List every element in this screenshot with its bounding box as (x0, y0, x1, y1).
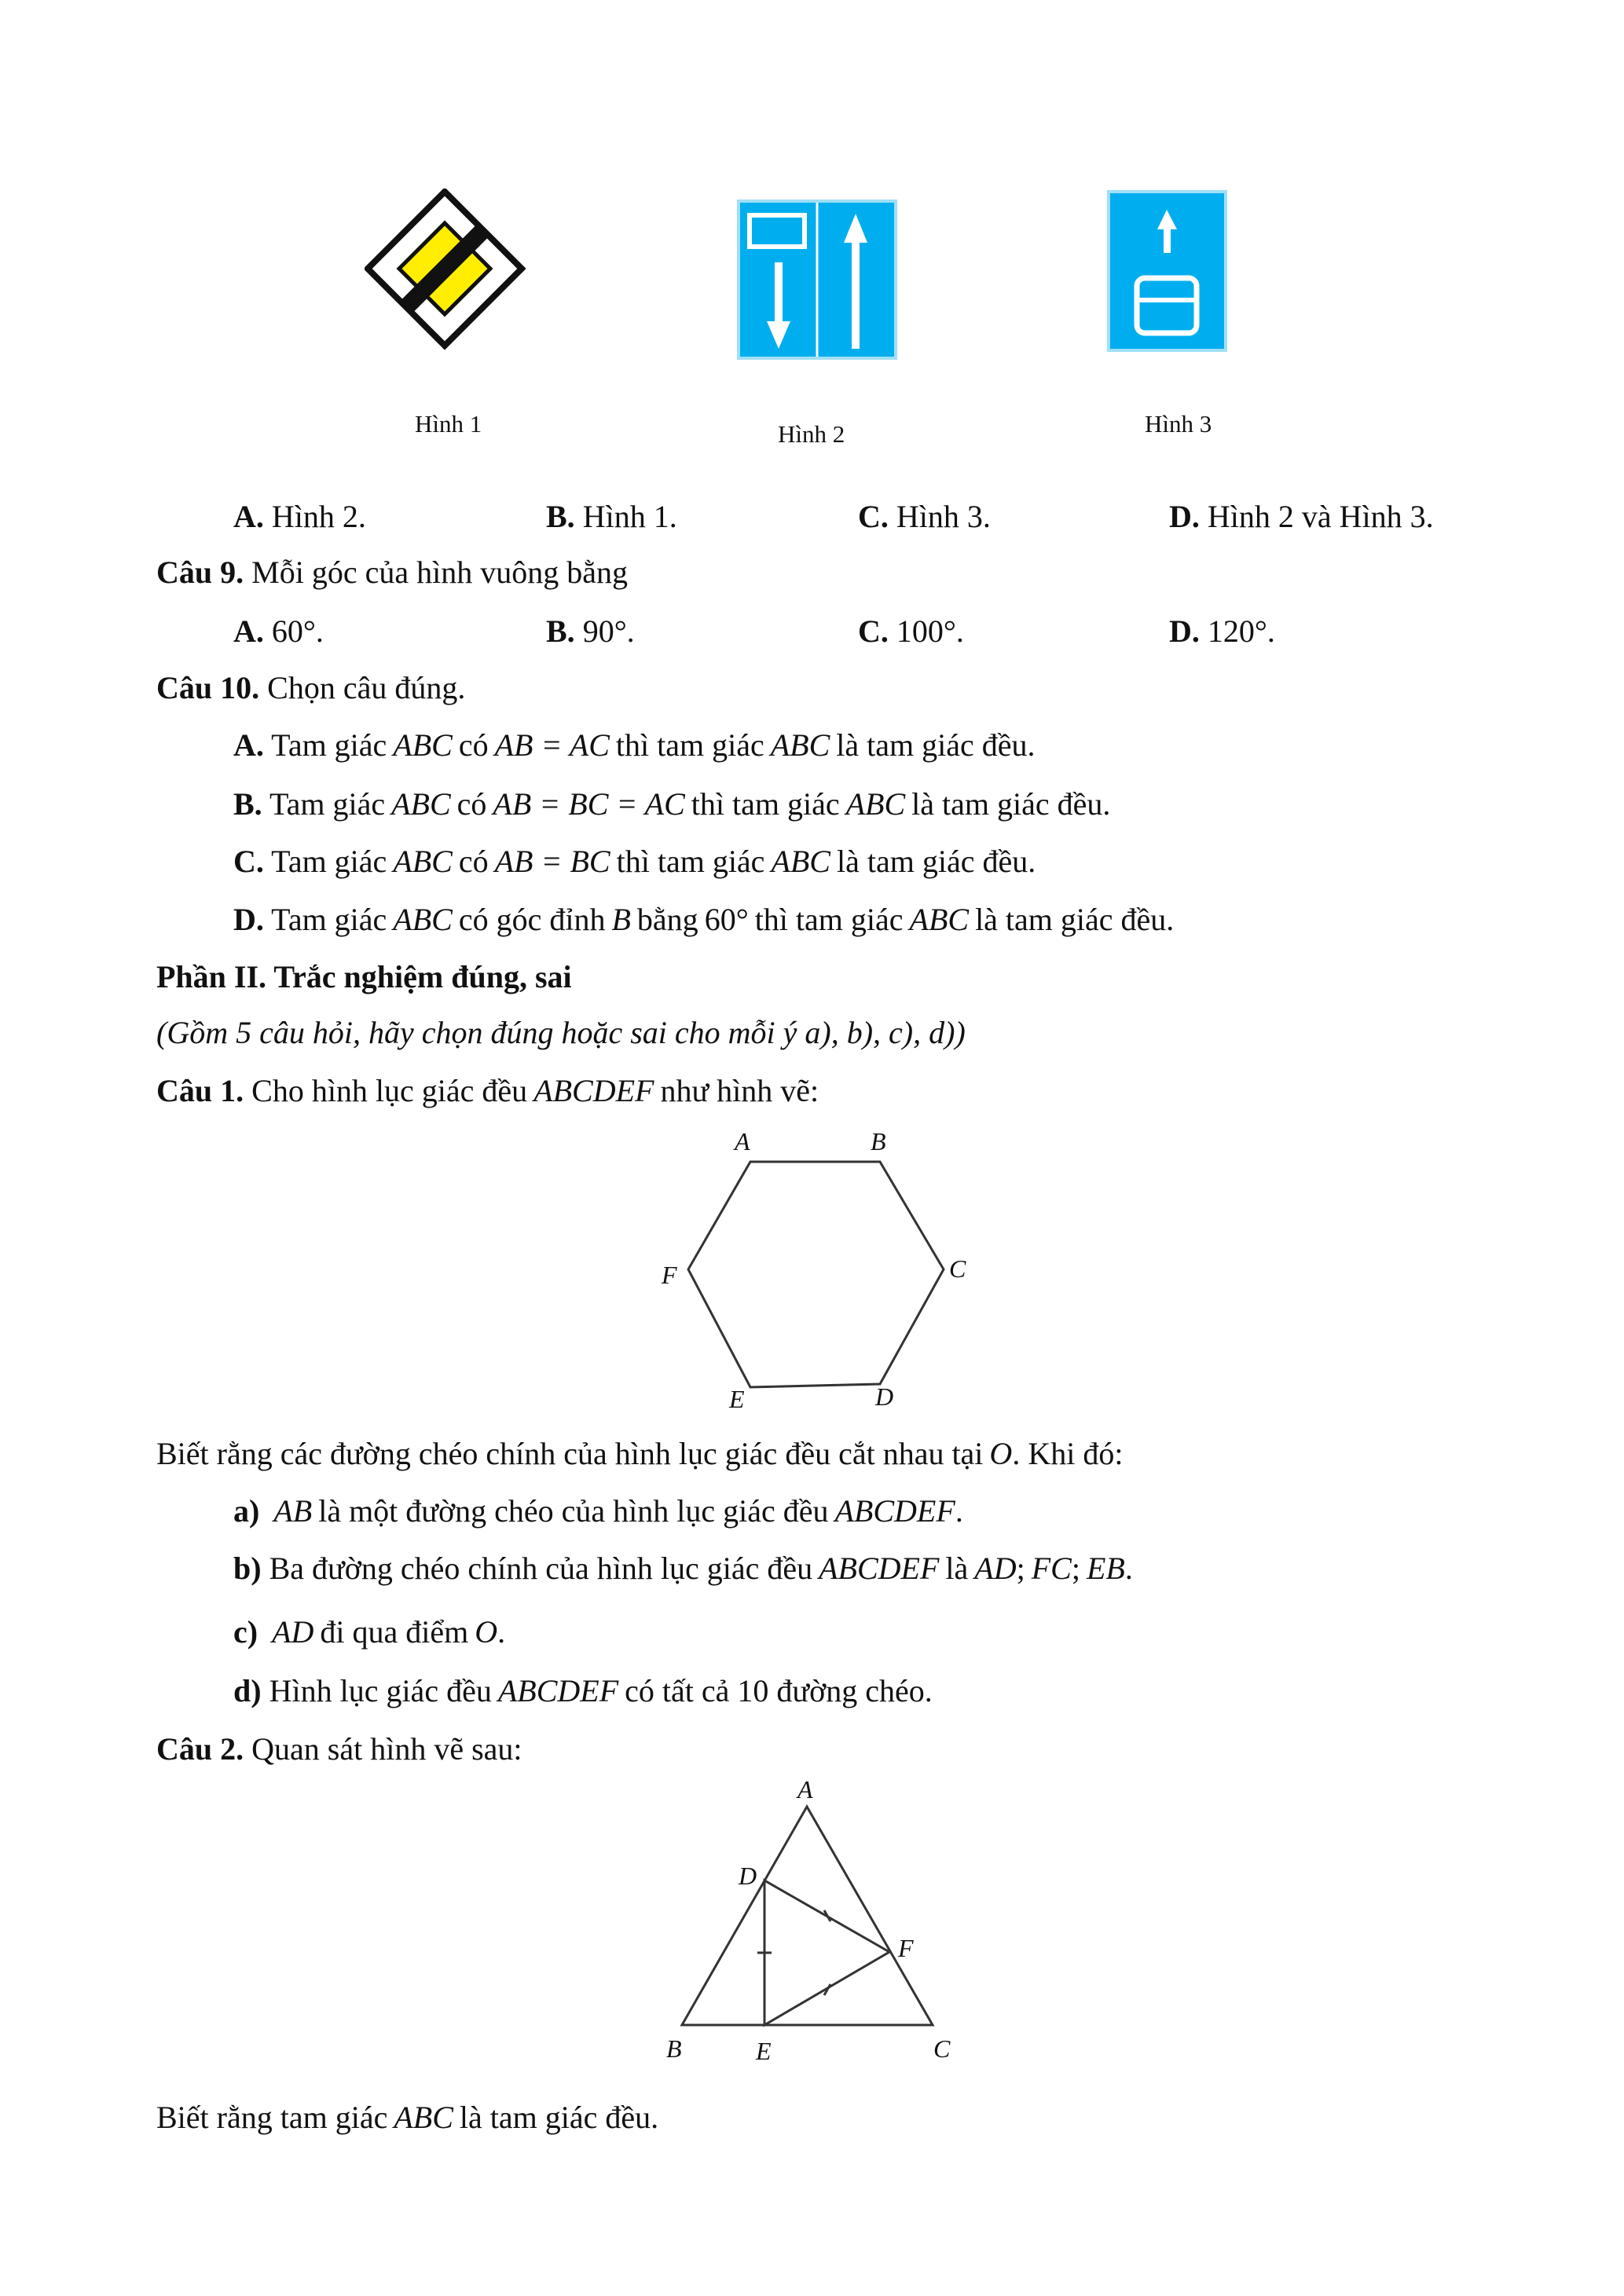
text-segment: 90°. (582, 613, 635, 649)
text-segment: FC (1031, 1551, 1072, 1586)
text-segment: ABC (771, 844, 830, 879)
text-segment: ABCDEF (497, 1673, 619, 1708)
text-segment: B. (546, 613, 575, 649)
text-segment: . (955, 1493, 963, 1529)
text-segment: AB = BC = AC (493, 786, 685, 822)
text-segment: thì tam giác (616, 844, 765, 879)
hex-label-c: C (949, 1254, 966, 1283)
text-segment: B. (546, 499, 575, 534)
tri-label-e: E (756, 2037, 772, 2065)
hex-label-a: A (735, 1127, 750, 1155)
text-segment: C. (858, 613, 889, 649)
text-segment: D. (1169, 613, 1200, 649)
text-segment: thì tam giác (691, 786, 840, 822)
tri-label-c: C (933, 2034, 951, 2063)
text-segment: ABC (393, 902, 453, 937)
text-segment: đi qua điểm (320, 1614, 469, 1650)
text-segment: Hình 2 và Hình 3. (1207, 499, 1434, 534)
text-segment: là tam giác đều. (836, 727, 1036, 763)
text-segment: AB = AC (494, 727, 610, 763)
text-segment: 120°. (1207, 613, 1275, 649)
figure-caption-2: Hình 2 (778, 420, 845, 448)
text-segment: là tam giác đều. (975, 902, 1175, 937)
text-segment: D. (1169, 499, 1200, 534)
text-segment: Câu 9. (156, 555, 244, 590)
text-segment: d) (233, 1673, 262, 1708)
text-segment: như hình vẽ: (660, 1073, 819, 1108)
text-segment: Chọn câu đúng. (267, 670, 466, 705)
text-segment: có (458, 727, 489, 763)
tri-label-d: D (739, 1862, 757, 1890)
hex-label-f: F (662, 1261, 677, 1289)
text-segment: Biết rằng các đường chéo chính của hình lục giác đều cắt nhau tại (156, 1436, 984, 1471)
text-segment: ABC (393, 844, 453, 879)
text-segment: Hình lục giác đều (269, 1673, 492, 1708)
text-segment: AB = BC (494, 844, 610, 879)
text-segment: C. (858, 499, 889, 534)
text-segment: B (611, 902, 631, 937)
text-segment: là tam giác đều. (836, 844, 1036, 879)
tri-label-a: A (797, 1775, 813, 1803)
text-segment: Tam giác (269, 786, 386, 822)
text-segment: là một đường chéo của hình lục giác đều (318, 1493, 829, 1529)
text-segment: Hình 3. (896, 499, 991, 534)
text-segment: a) (233, 1493, 260, 1529)
text-segment: có góc đỉnh (458, 902, 606, 937)
text-segment: B. (233, 786, 262, 822)
text-segment: AD (272, 1614, 314, 1650)
text-segment: 60° (704, 902, 749, 937)
figure-caption-3: Hình 3 (1145, 410, 1212, 438)
text-segment: ; (1016, 1551, 1025, 1586)
text-segment: A. (233, 499, 264, 534)
text-segment: Câu 1. (156, 1073, 244, 1108)
text-segment: 60°. (271, 613, 324, 649)
text-segment: là tam giác đều. (911, 786, 1111, 822)
text-segment: Tam giác (271, 902, 387, 937)
c2-statement (156, 2098, 658, 2137)
text-segment: Biết rằng tam giác (156, 2100, 388, 2135)
tri-label-b: B (666, 2034, 682, 2063)
text-segment: 100°. (896, 613, 964, 649)
text-segment: O (475, 1614, 498, 1650)
text-segment: ABC (770, 727, 830, 763)
text-segment: ABC (845, 786, 906, 822)
text-segment: ABC (394, 2100, 453, 2135)
text-segment: ABC (393, 727, 453, 763)
hex-label-e: E (729, 1385, 745, 1413)
text-segment: thì tam giác (754, 902, 904, 937)
text-segment: là tam giác đều. (459, 2100, 659, 2135)
text-segment: ; (1071, 1551, 1080, 1586)
text-segment: ABC (391, 786, 451, 822)
text-segment: Câu 2. (156, 1731, 244, 1767)
text-segment: Hình 2. (271, 499, 366, 534)
text-segment: Hình 1. (582, 499, 677, 534)
hex-label-b: B (871, 1127, 886, 1155)
text-segment: Cho hình lục giác đều (251, 1073, 528, 1108)
text-segment: . (497, 1614, 506, 1650)
part2-title: Phần II. Trắc nghiệm đúng, sai (156, 959, 572, 994)
text-segment: AB (273, 1493, 313, 1529)
text-segment: c) (233, 1614, 258, 1650)
text-segment: Ba đường chéo chính của hình lục giác đều (269, 1551, 813, 1586)
text-segment: ABCDEF (819, 1551, 940, 1586)
text-segment: b) (233, 1551, 262, 1586)
text-segment: Quan sát hình vẽ sau: (251, 1731, 522, 1767)
text-segment: Tam giác (271, 844, 387, 879)
text-segment: có (458, 844, 489, 879)
text-segment: là (945, 1551, 969, 1586)
text-segment: C. (233, 844, 264, 879)
text-segment: D. (233, 902, 264, 937)
text-segment: ABCDEF (834, 1493, 955, 1529)
text-segment: thì tam giác (615, 727, 764, 763)
text-segment: Tam giác (271, 727, 387, 763)
tri-label-f: F (898, 1934, 914, 1962)
text-segment: O (989, 1436, 1013, 1471)
text-segment: có tất cả 10 đường chéo. (625, 1673, 933, 1708)
text-segment: bằng (636, 902, 698, 937)
text-segment: . (1124, 1551, 1133, 1586)
text-segment: có (456, 786, 487, 822)
text-segment: Câu 10. (156, 670, 260, 705)
text-segment: ABCDEF (533, 1073, 654, 1108)
text-segment: Mỗi góc của hình vuông bằng (251, 555, 628, 590)
text-segment: . Khi đó: (1012, 1436, 1124, 1471)
text-segment: ABC (909, 902, 970, 937)
text-segment: AD (974, 1551, 1017, 1586)
hex-label-d: D (875, 1382, 894, 1411)
figure-caption-1: Hình 1 (415, 410, 482, 438)
text-segment: A. (233, 613, 264, 649)
text-segment: A. (233, 727, 264, 763)
text-segment: EB (1086, 1551, 1125, 1586)
part2-note: (Gồm 5 câu hỏi, hãy chọn đúng hoặc sai cho mỗi ý a), b), c), d)) (156, 1015, 966, 1050)
